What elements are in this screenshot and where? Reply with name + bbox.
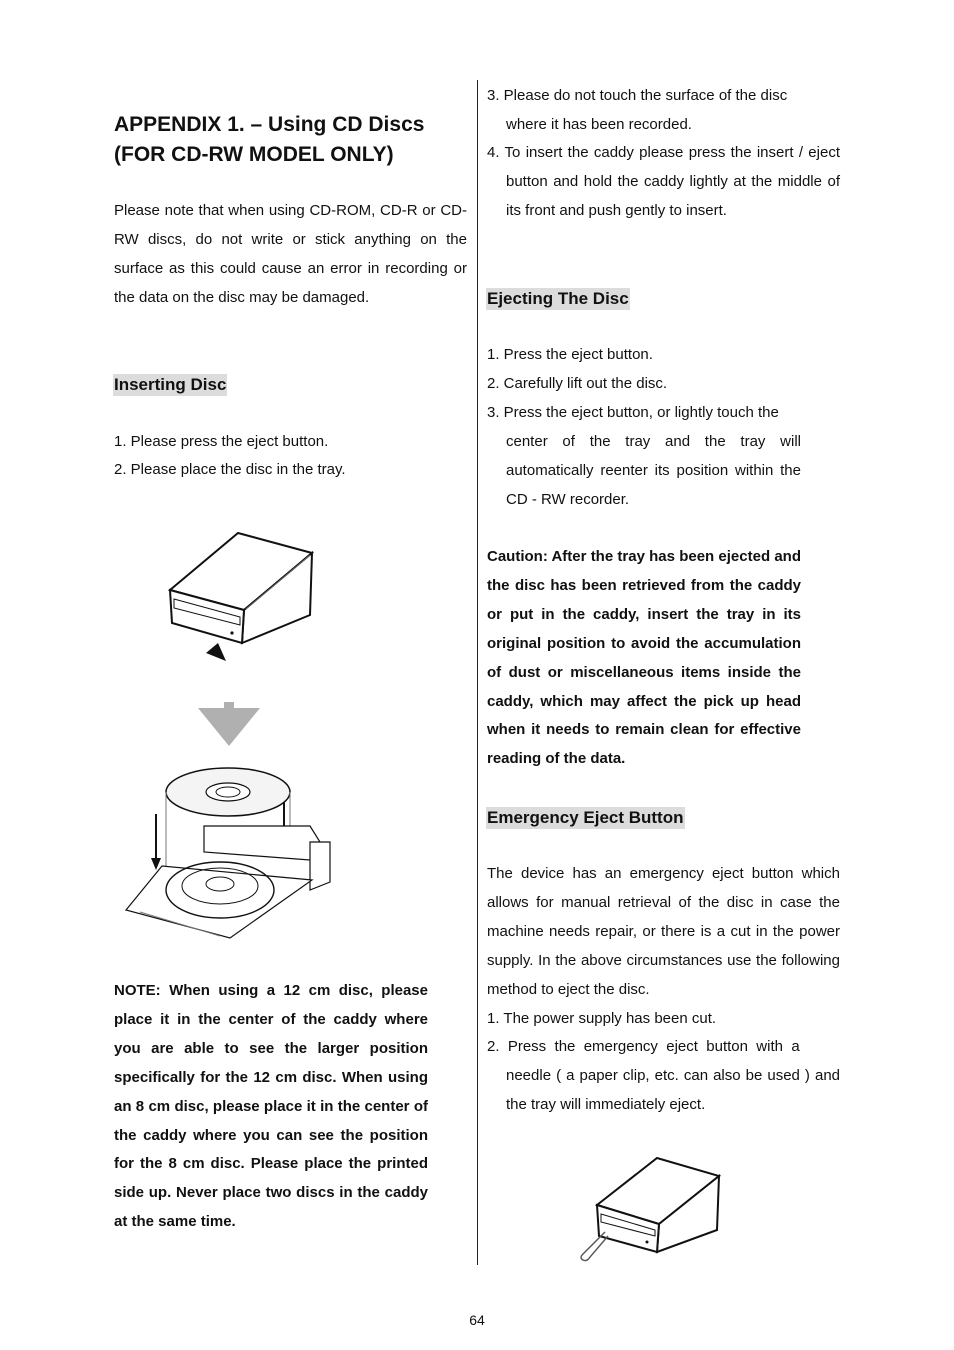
eject-step-3: 3. Press the eject button, or lightly touch the xyxy=(487,404,779,421)
note-paragraph: NOTE: When using a 12 cm disc, please place it in the center of the caddy where you are able to see the larger position specifically for the 12 cm disc. When using an 8 cm disc, please place it in the center of the caddy where you can see the position for the 8 cm disc. Please place the printed side up. Never place two discs in the caddy at the same time. xyxy=(114,982,428,1231)
intro-paragraph: Please note that when using CD-ROM, CD-R or CD-RW discs, do not write or stick anything on the surface as this could cause an error in recording or the data on the disc may be damaged. xyxy=(114,202,467,306)
emergency-paragraph: The device has an emergency eject button which allows for manual retrieval of the disc in case the machine needs repair, or there is a cut in the power supply. In the above circumstances use the following method to eject the disc. xyxy=(487,865,840,998)
eject-step-2: 2. Carefully lift out the disc. xyxy=(487,375,668,392)
cd-drive-illustration xyxy=(160,525,325,665)
drive-paperclip-illustration xyxy=(575,1150,730,1265)
inserting-disc-heading: Inserting Disc xyxy=(114,375,227,394)
step-3-text: 3. Please do not touch the surface of the disc xyxy=(487,87,788,104)
title-line-2: (FOR CD-RW MODEL ONLY) xyxy=(114,143,394,166)
page-number: 64 xyxy=(469,1312,485,1328)
step-4-block xyxy=(487,139,840,226)
eject-step-3-continuation: center of the tray and the tray will automatically reenter its position within the CD - RW recorder. xyxy=(506,433,801,508)
emergency-step-2: 2. Press the emergency eject button with a xyxy=(487,1038,800,1055)
emergency-step-1: 1. The power supply has been cut. xyxy=(487,1010,717,1027)
title-line-1: APPENDIX 1. – Using CD Discs xyxy=(114,113,425,136)
emergency-eject-heading: Emergency Eject Button xyxy=(487,808,684,827)
ejecting-disc-heading: Ejecting The Disc xyxy=(487,289,629,308)
step-4-text: 4. To insert the caddy please press the insert / eject button and hold the caddy lightly at the middle of its front and push gently to insert. xyxy=(487,144,840,219)
page-title xyxy=(114,110,474,170)
caution-paragraph: Caution: After the tray has been ejected and the disc has been retrieved from the caddy or put in the caddy, insert the tray in its original position to avoid the accumulation of dust or miscellaneous items inside the caddy, which may affect the pick up head when it needs to remain clean for effective reading of the data. xyxy=(487,548,801,768)
emergency-step-2-continuation: needle ( a paper clip, etc. can also be used ) and the tray will immediately eject. xyxy=(506,1067,840,1113)
step-3-continuation: where it has been recorded. xyxy=(506,116,692,133)
eject-step-1: 1. Press the eject button. xyxy=(487,346,653,363)
inserting-step-2: 2. Please place the disc in the tray. xyxy=(114,461,346,478)
down-arrow-icon xyxy=(196,702,262,748)
disc-tray-illustration xyxy=(120,762,340,942)
column-divider xyxy=(477,80,478,1265)
inserting-step-1: 1. Please press the eject button. xyxy=(114,433,329,450)
